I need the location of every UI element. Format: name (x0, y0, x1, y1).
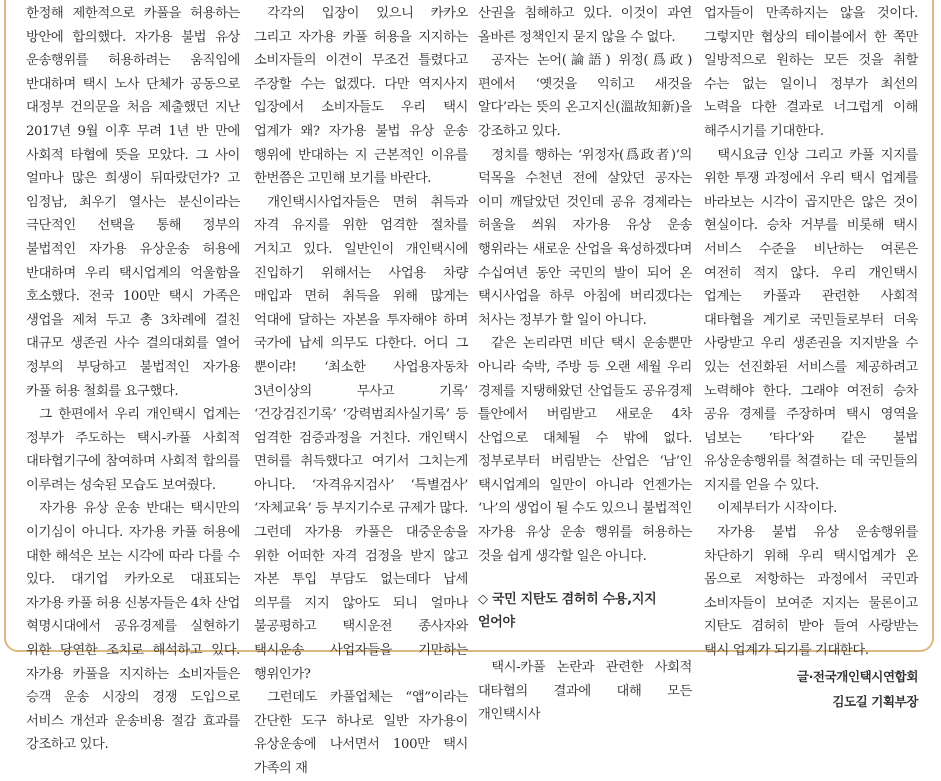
column-3 (478, 2, 692, 727)
paragraph: 개인택시사업자들은 면허 취득과 자격 유지를 위한 엄격한 절차를 거치고 있다. 일반인이 개인택시에 진입하기 위해서는 사업용 차량 매입과 면허 취득을 위해 많게는 억대에 달하는 자본을 투자해야 하며 국가에 납세 의무도 다한다. 어디 그 뿐이랴! ‘최소한 사업용자동차 3년이상의 무사고 기록’ ‘건강검진기록’ ‘강력범죄사실기록’ 등 엄격한 검증과정을 거친다. 개인택시 면허를 취득했다고 여기서 그치는게 아니다. ‘자격유지검사’ ‘특별검사’ ‘자체교육’ 등 부지기수로 규제가 많다. 그런데 자가용 카풀은 대중운송을 위한 어떠한 자격 검정을 받지 않고 자본 투입 부담도 없는데다 납세 의무를 지지 않아도 되니 얼마나 불공평하고 택시운전 종사자와 택시운송 사업자들을 기만하는 행위인가? (254, 194, 468, 682)
paragraph: 자가용 불법 유상 운송행위를 차단하기 위해 우리 택시업계가 온 몸으로 저항하는 과정에서 국민과 소비자들이 보여준 지지는 물론이고 지탄도 겸허히 받아 들여 사랑받는 택시 업계가 되기를 기대한다. (704, 525, 918, 659)
paragraph: 그 한편에서 우리 개인택시 업계는 정부가 주도하는 택시-카풀 사회적 대타협기구에 참여하며 사회적 합의를 이루려는 성숙된 모습도 보여줬다. (26, 407, 240, 493)
paragraph: 같은 논리라면 비단 택시 운송뿐만 아니라 숙박, 주방 등 오랜 세월 우리 경제를 지탱해왔던 산업들도 공유경제 틀안에서 버림받고 새로운 4차 산업으로 대체될 수 밖에 없다. 정부로부터 버림받는 산업은 ‘남’인 택시업계의 일만이 아니라 언젠가는 ‘나’의 생업이 될 수도 있으니 불법적인 자가용 유상 운송 행위를 허용하는 것을 쉽게 생각할 일은 아니다. (478, 336, 692, 564)
paragraph: 택시요금 인상 그리고 카풀 지지를 위한 투쟁 과정에서 우리 택시 업계를 바라보는 시각이 곱지만은 않은 것이 현실이다. 승차 거부를 비롯해 택시 서비스 수준을 비난하는 여론은 여전히 적지 않다. 우리 개인택시 업계는 카풀과 관련한 사회적 대타협을 계기로 국민들로부터 더욱 사랑받고 우리 생존권을 지지받을 수 있는 선진화된 서비스를 제공하려고 노력해야 한다. 그래야 여전히 승차 공유 경제를 주장하며 택시 영역을 넘보는 ‘타다’와 같은 불법 유상운송행위를 척결하는 데 국민들의 지지를 얻을 수 있다. (704, 147, 918, 493)
paragraph: 산권을 침해하고 있다. 이것이 과연 올바른 정책인지 묻지 않을 수 없다. (478, 6, 692, 45)
byline-author: 김도길 기획부장 (832, 693, 918, 709)
paragraph: 자가용 유상 운송 반대는 택시만의 이기심이 아니다. 자가용 카풀 허용에 대한 해석은 보는 시각에 따라 다를 수 있다. 대기업 카카오로 대표되는 자가용 카풀 허용 신봉자들은 4차 산업 혁명시대에서 공유경제를 실현하기 위한 당연한 조치로 해석하고 있다. 자가용 카풀을 지지하는 소비자들은 승객 운송 시장의 경쟁 도입으로 서비스 개선과 운송비용 절감 효과를 강조하고 있다. (26, 501, 240, 753)
paragraph: 정치를 행하는 ‘위정자(爲政者)’의 덕목을 수천년 전에 살았던 공자는 이미 깨달았던 것인데 공유 경제라는 허울을 씌워 자가용 유상 운송 행위라는 새로운 산업을 육성하겠다며 수십여년 동안 국민의 발이 되어 온 택시사업을 하루 아침에 버리겠다는 처사는 정부가 할 일이 아니다. (478, 147, 692, 328)
paragraph: 한정해 제한적으로 카풀을 허용하는 방안에 합의했다. 자가용 불법 유상 운송행위를 허용하려는 움직임에 반대하며 택시 노사 단체가 공동으로 대정부 건의문을 처음 제출했던 지난 2017년 9월 이후 무려 1년 반 만에 사회적 타협에 뜻을 모았다. 그 사이 얼마나 많은 희생이 뒤따랐던가? 고 임정남, 최우기 열사는 분신이라는 극단적인 선택을 통해 정부의 불법적인 자가용 유상운송 허용에 반대하며 우리 택시업계의 억울함을 호소했다. 전국 100만 택시 가족은 생업을 제쳐 두고 총 3차례에 걸친 대규모 생존권 사수 결의대회를 열어 정부의 부당하고 불법적인 자가용 카풀 허용 철회를 요구했다. (26, 6, 240, 399)
column-4 (704, 2, 918, 713)
byline-organization: 글·전국개인택시연합회 (796, 668, 918, 684)
paragraph: 업자들이 만족하지는 않을 것이다. 그렇지만 협상의 테이블에서 한 쪽만 일방적으로 원하는 모든 것을 취할 수는 없는 일이니 정부가 최선의 노력을 다한 결과로 너그럽게 이해 해주시기를 기대한다. (704, 6, 918, 139)
column-2 (254, 2, 468, 781)
paragraph: 택시-카풀 논란과 관련한 사회적 대타협의 결과에 대해 모든 개인택시사 (478, 660, 692, 723)
paragraph: 각각의 입장이 있으니 카카오 그리고 자가용 카풀 허용을 지지하는 소비자들의 이견이 무조건 틀렸다고 주장할 수는 없겠다. 다만 역지사지 입장에서 소비자들도 우리 택시 업계가 왜? 자가용 불법 유상 운송 행위에 반대하는 지 근본적인 이유를 한번쯤은 고민해 보기를 바란다. (254, 6, 468, 187)
column-1 (26, 2, 240, 757)
subheading: ◇ 국민 지탄도 겸허히 수용,지지 얻어야 (478, 592, 657, 631)
paragraph: 그런데도 카풀업체는 “앱”이라는 간단한 도구 하나로 일반 자가용이 유상운송에 나서면서 100만 택시 가족의 재 (254, 690, 468, 776)
paragraph: 공자는 논어(論語) 위정(爲政)편에서 ‘옛것을 익히고 새것을 알다’라는 뜻의 온고지신(溫故知新)을 강조하고 있다. (478, 53, 692, 139)
paragraph: 이제부터가 시작이다. (717, 501, 837, 517)
